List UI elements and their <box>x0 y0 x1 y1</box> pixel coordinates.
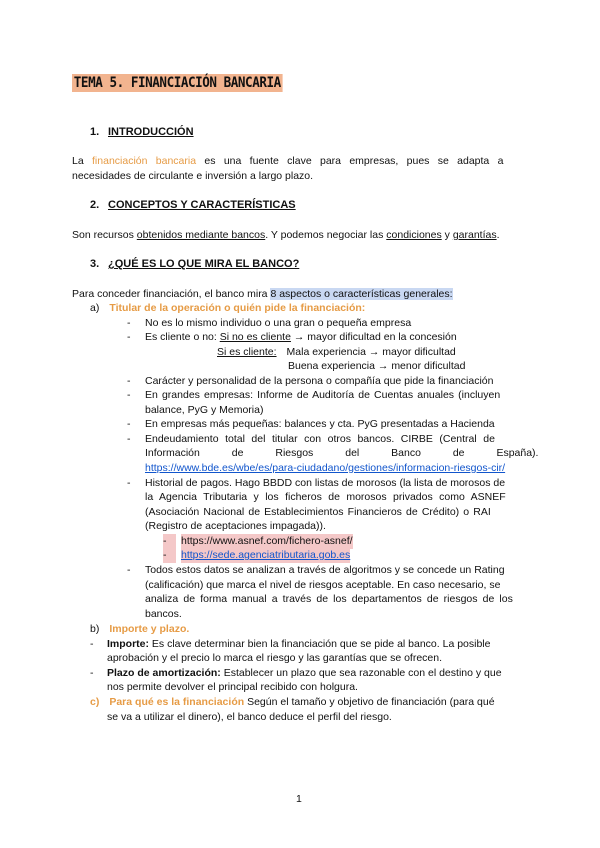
item-a: a) Titular de la operación o quién pide la financiación: <box>90 302 366 314</box>
banco-lead: Para conceder financiación, el banco mira 8 aspectos o características generales: <box>72 288 453 300</box>
section-heading-2: 2. CONCEPTOS Y CARACTERÍSTICAS <box>90 199 296 211</box>
a-item-1: No es lo mismo individuo o una gran o pequeña empresa <box>145 317 412 329</box>
a-item-4-cont: balance, PyG y Memoria) <box>145 404 264 416</box>
cirbe-link[interactable]: https://www.bde.es/wbe/es/para-ciudadano/gestiones/informacion-riesgos-cir/ <box>145 462 506 474</box>
intro-line-1: La financiación bancaria es una fuente clave para empresas, pues se adapta a <box>72 155 504 167</box>
b-item-2-cont: nos permite devolver el principal recibido con holgura. <box>107 681 358 693</box>
a-item-7-cont2: (Asociación Nacional de Establecimientos Financieros de Crédito) o RAI <box>145 506 491 518</box>
page-title: TEMA 5. FINANCIACIÓN BANCARIA <box>73 75 281 91</box>
item-b: b) Importe y plazo. <box>90 623 190 635</box>
a-item-5: En empresas más pequeñas: balances y cta. PyG presentadas a Hacienda <box>145 418 495 430</box>
a-item-8-cont2: analiza de forma manual a través de los departamentos de riesgos de los <box>145 593 513 605</box>
b-item-1-cont: aprobación y el precio lo marca el riesgo y las garantías que se ofrecen. <box>107 652 443 664</box>
section-heading-3: 3. ¿QUÉ ES LO QUE MIRA EL BANCO? <box>90 258 300 270</box>
item-c: c) Para qué es la financiación Según el tamaño y objetivo de financiación (para qué <box>90 696 495 708</box>
b-item-2: Plazo de amortización: Establecer un plazo que sea razonable con el destino y que <box>107 667 502 679</box>
document-page: TEMA 5. FINANCIACIÓN BANCARIA 1. INTRODUCCIÓN La financiación bancaria es una fuente clave para empresas, pues se adapta a necesidades de circulante e inversión a largo plazo. 2. CONCEPTOS Y CARACTERÍSTICAS Son recursos obtenidos mediante bancos. Y podemos negociar las condiciones y garantías. 3. ¿QUÉ ES LO QUE MIRA EL BANCO? Para conceder financiación, el banco mira 8 aspectos o características generales: a) Titular de la operación o quién pide la financiación: - No es lo mismo individuo o una gran o pequeña empresa - Es cliente o no: Si no es cliente → mayor dificultad en la concesión Si es cliente: Mala experiencia → mayor dificultad Buena experiencia → menor dificultad - Carácter y personalidad de la persona o compañía que pide la financiación - En grandes empresas: Informe de Auditoría de Cuentas anuales (incluyen balance, PyG y Memoria) - En empresas más pequeñas: balances y cta. PyG presentadas a Hacienda - Endeudamiento total del titular con otros bancos. CIRBE (Central de Información de Riesgos del Banco de España). https://www.bde.es/wbe/es/para-ciudadano/gestiones/informacion-riesgos-cir/ - Historial de pagos. Hago BBDD con listas de morosos (la lista de morosos de la Agencia Tributaria y los ficheros de morosos privados como ASNEF (Asociación Nacional de Establecimientos Financieros de Crédito) o RAI (Registro de aceptaciones impagada)). - https://www.asnef.com/fichero-asnef/ - https://sede.agenciatributaria.gob.es - Todos estos datos se analizan a través de algoritmos y se concede un Rating (calificación) que marca el nivel de riesgos aceptable. En caso necesario, se analiza de forma manual a través de los departamentos de riesgos de los bancos. b) Importe y plazo. - Importe: Es clave determinar bien la financiación que se pide al banco. La posible aprobación y el precio lo marca el riesgo y las garantías que se ofrecen. - Plazo de amortización: Establecer un plazo que sea razonable con el destino y que nos permite devolver el principal recibido con holgura. c) Para qué es la financiación Según el tamaño y objetivo de financiación (para qué se va a utilizar el dinero), el banco deduce el perfil del riesgo. 1 <box>72 75 539 805</box>
a-item-8-cont1: (calificación) que marca el nivel de riesgos aceptable. En caso necesario, se <box>145 579 501 591</box>
intro-line-2: necesidades de circulante e inversión a largo plazo. <box>72 170 314 182</box>
page-number: 1 <box>296 793 302 805</box>
a-item-7-cont3: (Registro de aceptaciones impagada)). <box>145 520 326 532</box>
asnef-link[interactable]: https://www.asnef.com/fichero-asnef/ <box>181 535 353 547</box>
highlight-text: financiación bancaria <box>92 155 197 167</box>
a-item-2-sub1: Si es cliente: Mala experiencia → mayor dificultad <box>217 346 456 358</box>
agencia-tributaria-link[interactable]: https://sede.agenciatributaria.gob.es <box>181 549 351 561</box>
c-item-cont: se va a utilizar el dinero), el banco deduce el perfil del riesgo. <box>107 711 392 723</box>
a-item-6: Endeudamiento total del titular con otros bancos. CIRBE (Central de <box>145 433 495 445</box>
a-item-7-cont1: la Agencia Tributaria y los ficheros de morosos privados como ASNEF <box>145 491 506 503</box>
a-item-3: Carácter y personalidad de la persona o compañía que pide la financiación <box>145 375 494 387</box>
a-item-2: Es cliente o no: Si no es cliente → mayor dificultad en la concesión <box>145 331 457 343</box>
b-item-1: Importe: Es clave determinar bien la financiación que se pide al banco. La posible <box>107 638 491 650</box>
a-item-8-cont3: bancos. <box>145 608 182 620</box>
conceptos-text: Son recursos obtenidos mediante bancos. Y podemos negociar las condiciones y garantías. <box>72 229 500 241</box>
a-item-6-cont: Información de Riesgos del Banco de España). <box>145 447 539 459</box>
a-item-7: Historial de pagos. Hago BBDD con listas de morosos (la lista de morosos de <box>145 477 506 489</box>
a-item-4: En grandes empresas: Informe de Auditoría de Cuentas anuales (incluyen <box>145 389 501 401</box>
a-item-8: Todos estos datos se analizan a través de algoritmos y se concede un Rating <box>145 564 505 576</box>
a-item-2-sub2: Buena experiencia → menor dificultad <box>288 360 466 372</box>
section-heading-1: 1. INTRODUCCIÓN <box>90 126 194 138</box>
